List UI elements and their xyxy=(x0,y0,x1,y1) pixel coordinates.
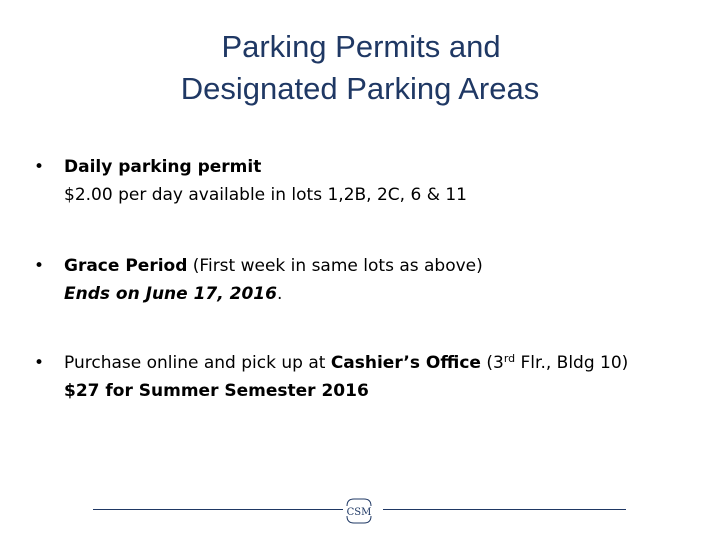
bullet-purchase-online xyxy=(34,349,628,405)
grace-period-detail-line xyxy=(64,280,483,308)
daily-permit-detail: $2.00 per day available in lots 1,2B, 2C, 6 & 11 xyxy=(64,185,467,205)
grace-period-heading: Grace Period xyxy=(64,256,188,276)
title-line-2: Designated Parking Areas xyxy=(180,71,540,106)
grace-period-period: . xyxy=(276,284,283,304)
csm-logo-icon xyxy=(344,496,374,526)
bullet-heading-line xyxy=(64,153,467,181)
location-close: Flr., Bldg 10) xyxy=(515,353,629,373)
footer-rule-right xyxy=(383,509,626,510)
bullet-marker: • xyxy=(34,157,45,177)
title-line-1: Parking Permits and xyxy=(221,29,501,64)
bullet-heading-line xyxy=(64,252,483,280)
bullet-heading-line xyxy=(64,349,628,377)
bullet-marker: • xyxy=(34,256,45,276)
daily-permit-heading: Daily parking permit xyxy=(64,157,262,177)
csm-logo-text: CSM xyxy=(346,507,372,518)
purchase-prefix: Purchase online and pick up at xyxy=(64,353,331,373)
summer-permit-price: $27 for Summer Semester 2016 xyxy=(64,381,369,401)
bullet-daily-permit xyxy=(34,153,467,209)
grace-period-note: (First week in same lots as above) xyxy=(187,256,483,276)
grace-period-end-date: Ends on June 17, 2016 xyxy=(64,284,277,304)
slide-title xyxy=(0,26,720,110)
cashiers-office-label: Cashier’s Office xyxy=(330,353,481,373)
bullet-grace-period xyxy=(34,252,483,308)
floor-superscript: rd xyxy=(503,352,516,365)
location-open: (3 xyxy=(480,353,504,373)
footer-rule-left xyxy=(93,509,343,510)
bullet-marker: • xyxy=(34,353,45,373)
